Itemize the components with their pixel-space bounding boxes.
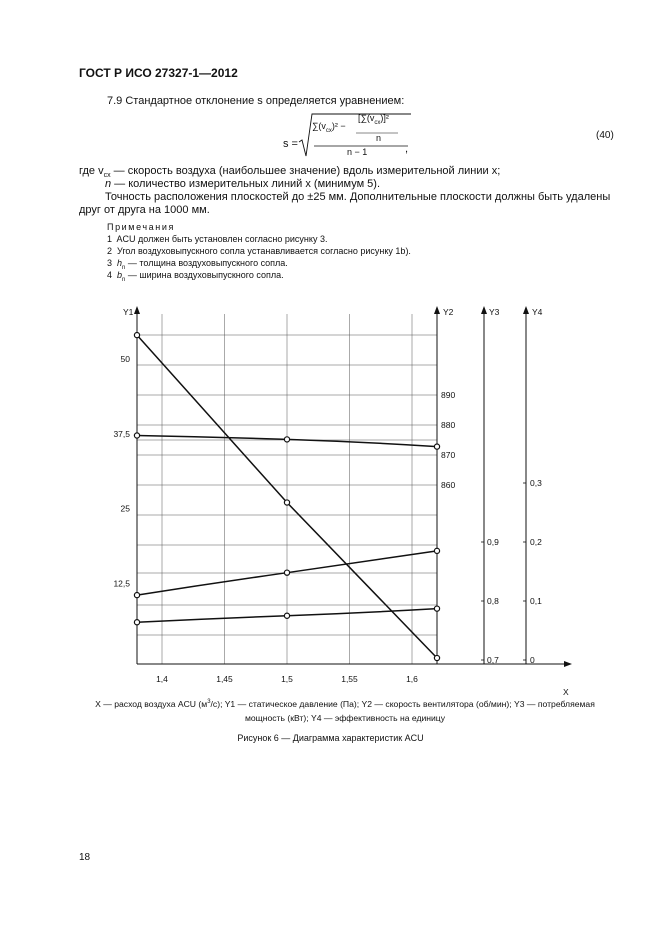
where-line-2: n — количество измерительных линий x (минимум 5). <box>105 178 381 190</box>
data-point-y3 <box>134 593 139 598</box>
y3-tick-label: 0,8 <box>487 596 499 606</box>
note-item: 1 ACU должен быть установлен согласно рисунку 3. <box>107 234 328 244</box>
x-tick-label: 1,45 <box>216 674 233 684</box>
x-tick-label: 1,5 <box>281 674 293 684</box>
data-point-y1 <box>434 655 439 660</box>
y4-tick-label: 0,2 <box>530 537 542 547</box>
x-tick-label: 1,55 <box>341 674 358 684</box>
y4-tick-label: 0,3 <box>530 478 542 488</box>
x-tick-label: 1,4 <box>156 674 168 684</box>
formula-comma: , <box>405 143 409 155</box>
formula-denominator: n − 1 <box>347 147 368 157</box>
figure-caption: X — расход воздуха ACU $(м^3/с)$; Y1 — статическое давление (Па); Y2 — скорость вентилятора (об/мин); Y3 — потребляемая мощность (кВт); Y4 — эффективность на единицу <box>95 698 595 723</box>
data-point-y3 <box>434 548 439 553</box>
section-intro: 7.9 Стандартное отклонение s определяется уравнением: <box>107 95 405 107</box>
data-point-y3 <box>284 570 289 575</box>
y4-axis-label: Y4 <box>532 307 543 317</box>
formula-lhs: s = <box>283 138 298 150</box>
x-tick-label: 1,6 <box>406 674 418 684</box>
where-line-1: где $v_{cx}$ — скорость воздуха (наибольшее значение) вдоль измерительной линии x; <box>79 165 501 180</box>
y1-tick-label: 12,5 <box>113 578 130 589</box>
y2-tick-label: 880 <box>441 420 456 430</box>
y2-tick-label: 890 <box>441 390 456 400</box>
formula-number: (40) <box>596 130 614 141</box>
x-axis-label: X <box>563 687 569 697</box>
figure-title: Рисунок 6 — Диаграмма характеристик ACU <box>237 733 424 743</box>
y2-tick-label: 870 <box>441 450 456 460</box>
y4-tick-label: 0 <box>530 655 535 665</box>
y2-tick-label: 860 <box>441 480 456 490</box>
data-point-y2 <box>134 433 139 438</box>
data-point-y1 <box>284 500 289 505</box>
page-number: 18 <box>79 852 91 863</box>
x-axis-arrow <box>564 661 572 667</box>
y4-axis-arrow <box>523 306 529 314</box>
data-point-y4 <box>284 613 289 618</box>
accuracy-line-2: друг от друга на 1000 мм. <box>79 204 210 216</box>
data-point-y4 <box>134 620 139 625</box>
y1-axis-label: Y1 <box>123 307 134 317</box>
formula-inner-denominator: n <box>376 133 382 143</box>
accuracy-line-1: Точность расположения плоскостей до ±25 мм. Дополнительные плоскости должны быть удалены <box>105 191 611 203</box>
y1-tick-label: 25 <box>120 503 130 514</box>
y3-tick-label: 0,7 <box>487 655 499 665</box>
note-item: 2 Угол воздуховыпускного сопла устанавливается согласно рисунку 1b). <box>107 246 411 256</box>
y3-axis-label: Y3 <box>489 307 500 317</box>
note-item: 4 $b_n$ — ширина воздуховыпускного сопла. <box>107 270 284 283</box>
formula-numerator-inner: $[\sum(v_{cx})]^2$ <box>358 113 389 126</box>
note-item: 3 $h_n$ — толщина воздуховыпускного сопла. <box>107 258 288 271</box>
formula-numerator: $\sum(v_{cx})^2$ − <box>312 121 346 134</box>
y3-axis-arrow <box>481 306 487 314</box>
document-header: ГОСТ Р ИСО 27327-1—2012 <box>79 66 238 80</box>
data-point-y1 <box>134 333 139 338</box>
y3-tick-label: 0,9 <box>487 537 499 547</box>
y2-axis-arrow <box>434 306 440 314</box>
data-point-y4 <box>434 606 439 611</box>
y4-tick-label: 0,1 <box>530 596 542 606</box>
y1-tick-label: 37,5 <box>113 428 130 439</box>
notes-title: Примечания <box>107 222 175 232</box>
data-point-y2 <box>434 444 439 449</box>
data-point-y2 <box>284 437 289 442</box>
characteristics-chart <box>0 290 661 697</box>
y2-axis-label: Y2 <box>443 307 454 317</box>
y1-axis-arrow <box>134 306 140 314</box>
y1-tick-label: 50 <box>120 354 130 364</box>
